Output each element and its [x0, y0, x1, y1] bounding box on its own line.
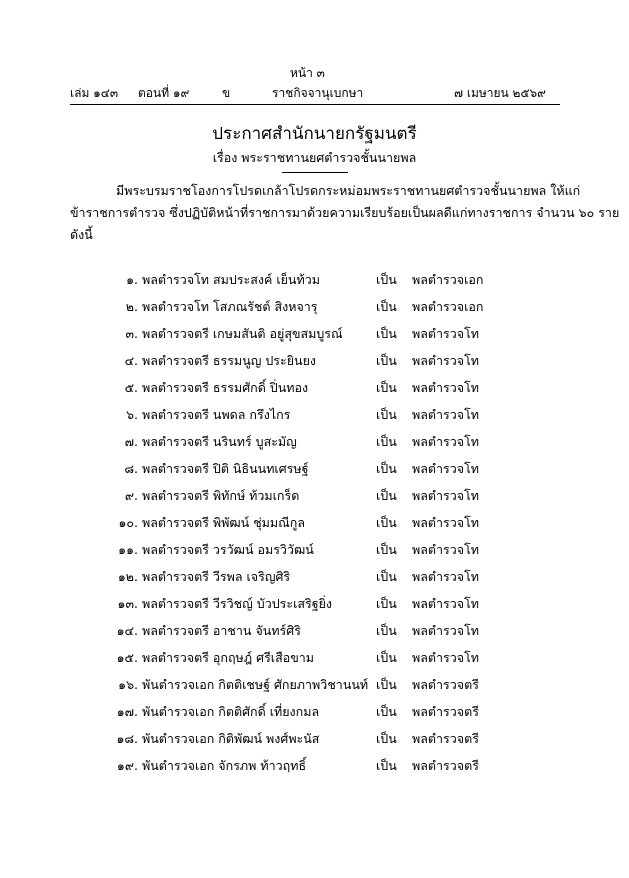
- item-connector: เป็น: [376, 407, 397, 422]
- new-rank: พลตำรวจโท: [412, 596, 480, 611]
- new-rank: พลตำรวจตรี: [412, 704, 479, 719]
- new-rank: พลตำรวจโท: [412, 515, 480, 530]
- officer-name: พลตำรวจตรี วีรวิชญ์ บัวประเสริฐยิ่ง: [142, 596, 333, 611]
- announcement-title: ประกาศสำนักนายกรัฐมนตรี: [212, 124, 417, 144]
- title-divider: [282, 172, 348, 173]
- item-number: ๑๘.: [116, 731, 138, 746]
- list-item: [0, 351, 629, 377]
- paragraph-line: ข้าราชการตำรวจ ซึ่งปฏิบัติหน้าที่ราชการมาด้วยความเรียบร้อยเป็นผลดีแก่ทางราชการ จำนวน ๖๐ ราย: [70, 205, 620, 220]
- new-rank: พลตำรวจโท: [412, 407, 480, 422]
- item-connector: เป็น: [376, 326, 397, 341]
- list-item: [0, 378, 629, 404]
- list-item: [0, 297, 629, 323]
- item-number: ๑๖.: [118, 677, 138, 692]
- officer-name: พลตำรวจตรี นพดล กรึงไกร: [142, 407, 291, 422]
- gazette-name: ราชกิจจานุเบกษา: [272, 86, 364, 100]
- item-connector: เป็น: [376, 515, 397, 530]
- list-item: [0, 675, 629, 701]
- page-number: หน้า ๓: [290, 66, 325, 80]
- officer-name: พลตำรวจตรี พิพัฒน์ ชุ่มมณีกูล: [142, 515, 305, 530]
- new-rank: พลตำรวจเอก: [412, 272, 484, 287]
- new-rank: พลตำรวจโท: [412, 488, 480, 503]
- item-number: ๑๕.: [116, 650, 138, 665]
- item-number: ๑๒.: [117, 569, 138, 584]
- new-rank: พลตำรวจตรี: [412, 677, 479, 692]
- new-rank: พลตำรวจตรี: [412, 731, 479, 746]
- officer-name: พลตำรวจตรี พิทักษ์ ท้วมเกร็ด: [142, 488, 300, 503]
- item-connector: เป็น: [376, 704, 397, 719]
- officer-name: พลตำรวจตรี นรินทร์ บูสะมัญ: [142, 434, 297, 449]
- officer-name: พลตำรวจตรี วีรพล เจริญศิริ: [142, 569, 291, 584]
- item-number: ๑๐.: [118, 515, 138, 530]
- item-number: ๑.: [126, 272, 138, 287]
- item-connector: เป็น: [376, 731, 397, 746]
- list-item: [0, 594, 629, 620]
- new-rank: พลตำรวจโท: [412, 569, 480, 584]
- officer-name: พลตำรวจโท โสภณรัชต์ สิงหจารุ: [142, 299, 318, 314]
- new-rank: พลตำรวจโท: [412, 326, 480, 341]
- new-rank: พลตำรวจโท: [412, 461, 480, 476]
- new-rank: พลตำรวจโท: [412, 650, 480, 665]
- list-item: [0, 405, 629, 431]
- item-connector: เป็น: [376, 434, 397, 449]
- officer-name: พลตำรวจโท สมประสงค์ เย็นท้วม: [142, 272, 320, 287]
- officer-name: พลตำรวจตรี อาชาน จันทร์ศิริ: [142, 623, 301, 638]
- officer-name: พลตำรวจตรี เกษมสันติ อยู่สุขสมบูรณ์: [142, 326, 343, 341]
- officer-name: พลตำรวจตรี ปิติ นิธินนทเศรษฐ์: [142, 461, 309, 476]
- officer-name: พันตำรวจเอก จักรภพ ท้าวฤทธิ์: [142, 758, 307, 773]
- list-item: [0, 621, 629, 647]
- list-item: [0, 513, 629, 539]
- list-item: [0, 459, 629, 485]
- item-number: ๙.: [124, 488, 138, 503]
- new-rank: พลตำรวจโท: [412, 434, 480, 449]
- section-label: ข: [222, 86, 231, 100]
- issue-label: ตอนที่ ๑๙: [138, 86, 190, 100]
- officer-name: พันตำรวจเอก กิติพัฒน์ พงศ์พะนัส: [142, 731, 320, 746]
- officer-name: พลตำรวจตรี อุกฤษฎ์ ศรีเสือขาม: [142, 650, 315, 665]
- list-item: [0, 324, 629, 350]
- item-connector: เป็น: [376, 650, 397, 665]
- item-number: ๖.: [126, 407, 138, 422]
- item-connector: เป็น: [376, 353, 397, 368]
- list-item: [0, 270, 629, 296]
- item-connector: เป็น: [376, 569, 397, 584]
- officer-name: พันตำรวจเอก กิตติศักดิ์ เที่ยงกมล: [142, 704, 320, 719]
- item-connector: เป็น: [376, 596, 397, 611]
- item-number: ๘.: [124, 461, 138, 476]
- item-number: ๒.: [125, 299, 138, 314]
- item-number: ๑๓.: [117, 596, 138, 611]
- item-number: ๔.: [124, 353, 138, 368]
- officer-name: พลตำรวจตรี ธรรมนูญ ประยินยง: [142, 353, 317, 368]
- item-connector: เป็น: [376, 272, 397, 287]
- item-number: ๑๙.: [116, 758, 138, 773]
- list-item: [0, 729, 629, 755]
- item-connector: เป็น: [376, 461, 397, 476]
- item-connector: เป็น: [376, 380, 397, 395]
- volume-label: เล่ม ๑๔๓: [70, 86, 119, 100]
- list-item: [0, 486, 629, 512]
- list-item: [0, 540, 629, 566]
- announcement-subject: เรื่อง พระราชทานยศตำรวจชั้นนายพล: [212, 150, 417, 165]
- announcement-paragraph: [70, 180, 620, 246]
- list-item: [0, 756, 629, 782]
- officer-name: พลตำรวจตรี ธรรมศักดิ์ ปิ่นทอง: [142, 380, 309, 395]
- list-item: [0, 702, 629, 728]
- new-rank: พลตำรวจเอก: [412, 299, 484, 314]
- item-connector: เป็น: [376, 488, 397, 503]
- new-rank: พลตำรวจโท: [412, 380, 480, 395]
- item-connector: เป็น: [376, 542, 397, 557]
- item-number: ๕.: [124, 380, 138, 395]
- issue-date: ๗ เมษายน ๒๕๖๙: [454, 86, 546, 100]
- new-rank: พลตำรวจโท: [412, 542, 480, 557]
- item-connector: เป็น: [376, 623, 397, 638]
- header-rule: [70, 104, 560, 105]
- item-number: ๗.: [124, 434, 138, 449]
- officer-name: พลตำรวจตรี วรวัฒน์ อมรวิวัฒน์: [142, 542, 314, 557]
- item-number: ๑๗.: [116, 704, 138, 719]
- item-number: ๑๔.: [116, 623, 138, 638]
- new-rank: พลตำรวจตรี: [412, 758, 479, 773]
- paragraph-line: มีพระบรมราชโองการโปรดเกล้าโปรดกระหม่อมพระราชทานยศตำรวจชั้นนายพล ให้แก่: [116, 183, 581, 198]
- paragraph-line: ดังนี้: [70, 227, 93, 242]
- item-connector: เป็น: [376, 299, 397, 314]
- new-rank: พลตำรวจโท: [412, 353, 480, 368]
- item-connector: เป็น: [376, 758, 397, 773]
- item-number: ๑๑.: [118, 542, 138, 557]
- list-item: [0, 648, 629, 674]
- list-item: [0, 432, 629, 458]
- item-connector: เป็น: [376, 677, 397, 692]
- officer-name: พันตำรวจเอก กิตติเชษฐ์ ศักยภาพวิชานนท์: [142, 677, 369, 692]
- list-item: [0, 567, 629, 593]
- item-number: ๓.: [125, 326, 138, 341]
- new-rank: พลตำรวจโท: [412, 623, 480, 638]
